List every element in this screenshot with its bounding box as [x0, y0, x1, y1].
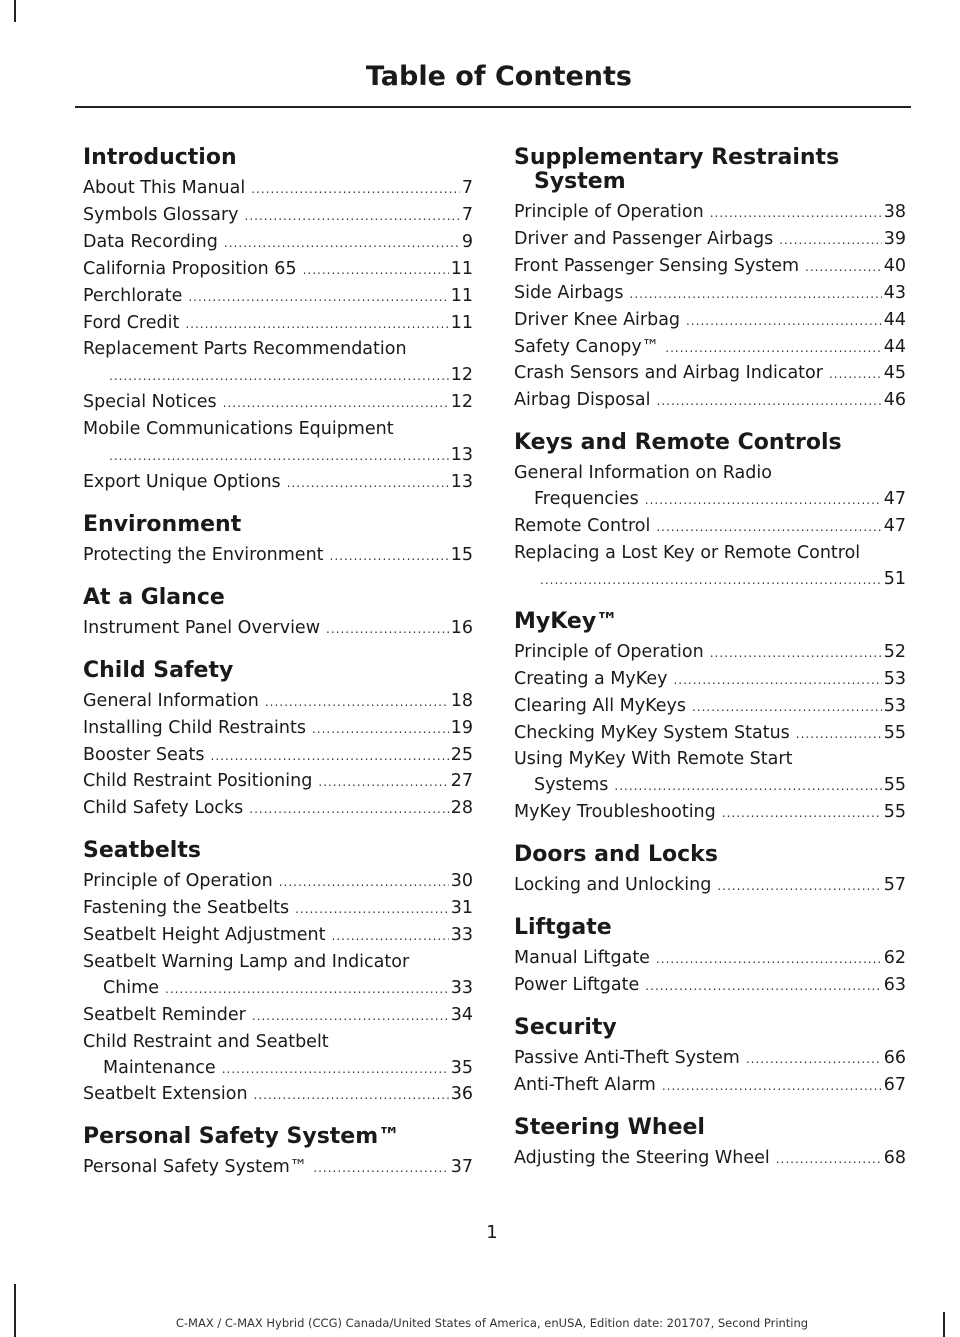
toc-leader-dots: [657, 389, 882, 415]
toc-entry-line: [514, 694, 906, 721]
toc-entry-line: [514, 227, 906, 254]
toc-page-number: 46: [883, 390, 906, 411]
toc-entry-line: [83, 976, 473, 1003]
toc-leader-dots: [326, 617, 449, 643]
toc-page-number: 12: [450, 365, 473, 386]
toc-page-number: 33: [450, 925, 473, 946]
toc-entry-title: General Information: [83, 690, 259, 711]
toc-page-number: 35: [450, 1057, 473, 1078]
toc-page-number: 7: [461, 178, 473, 198]
toc-page-number: 34: [450, 1004, 473, 1025]
toc-page-number: 55: [883, 775, 906, 796]
toc-leader-dots: [662, 1074, 882, 1100]
toc-page-number: 67: [883, 1074, 906, 1095]
toc-entry-title: Special Notices: [83, 392, 217, 413]
toc-entry-line: [83, 896, 473, 923]
toc-entry-title: Child Restraint Positioning: [83, 771, 313, 792]
toc-section-heading: Security: [514, 1014, 617, 1040]
toc-entry-line: [83, 363, 473, 390]
toc-page-number: 33: [450, 977, 473, 998]
toc-entry-title: Anti-Theft Alarm: [514, 1074, 656, 1095]
toc-entry[interactable]: [83, 950, 473, 1003]
toc-entry-line: [514, 254, 906, 281]
toc-entry-title: Symbols Glossary: [83, 204, 239, 225]
toc-entry-title: Systems: [534, 775, 609, 796]
toc-leader-dots: [717, 874, 881, 900]
toc-entry-title: Remote Control: [514, 516, 651, 537]
toc-section: [514, 916, 906, 1000]
toc-entry-title: California Proposition 65: [83, 258, 297, 279]
toc-section-heading: Introduction: [83, 145, 237, 170]
toc-entry-title: Personal Safety System™: [83, 1157, 308, 1178]
toc-entry-line: [83, 743, 473, 770]
toc-page-number: 15: [450, 544, 473, 565]
toc-entry-line: [514, 667, 906, 694]
toc-entry-title: Fastening the Seatbelts: [83, 898, 290, 919]
toc-page-number: 66: [883, 1047, 906, 1068]
toc-leader-dots: [645, 974, 881, 1000]
toc-leader-dots: [223, 391, 449, 417]
toc-entry-line: [514, 281, 906, 308]
toc-entry-title: MyKey Troubleshooting: [514, 802, 716, 823]
toc-page-number: 11: [450, 258, 473, 279]
toc-entry-line: [514, 1146, 906, 1173]
toc-leader-dots: [251, 177, 460, 203]
toc-entry[interactable]: [514, 667, 906, 694]
toc-entry-line: [83, 311, 473, 338]
toc-entry-line: [514, 773, 906, 800]
footer-edition-info: C-MAX / C-MAX Hybrid (CCG) Canada/United States of America, enUSA, Edition date: 201707, Second Printing: [175, 1316, 809, 1330]
toc-entry-line: [514, 388, 906, 415]
toc-leader-dots: [656, 515, 881, 541]
toc-leader-dots: [222, 1057, 449, 1083]
toc-page-number: 45: [883, 363, 906, 384]
toc-page-number: 31: [450, 898, 473, 919]
toc-page-number: 39: [883, 228, 906, 249]
toc-leader-dots: [630, 282, 882, 308]
toc-entry-title: Chime: [103, 977, 159, 998]
toc-entry[interactable]: [514, 1046, 906, 1073]
toc-entry-title: Side Airbags: [514, 282, 624, 303]
toc-section: [83, 146, 473, 497]
toc-page-number: 18: [450, 690, 473, 711]
toc-leader-dots: [109, 444, 449, 470]
toc-entry-line: [83, 203, 473, 230]
toc-entry-line: [83, 390, 473, 417]
toc-entry-title: Perchlorate: [83, 285, 183, 306]
toc-entry-line: [514, 640, 906, 667]
toc-entry-title: Clearing All MyKeys: [514, 695, 686, 716]
toc-entry-line: [83, 689, 473, 716]
toc-entry-title: Frequencies: [534, 489, 639, 510]
toc-section-heading: Doors and Locks: [514, 842, 718, 868]
toc-entry-title: Front Passenger Sensing System: [514, 255, 800, 276]
toc-entry-line: [83, 470, 473, 497]
toc-entry-title: Seatbelt Extension: [83, 1084, 248, 1105]
toc-section-heading: Liftgate: [514, 915, 612, 941]
toc-section: [514, 610, 906, 827]
toc-leader-dots: [303, 258, 449, 284]
toc-page-number: 38: [883, 202, 906, 222]
toc-page-number: 63: [883, 974, 906, 995]
toc-entry-title: Adjusting the Steering Wheel: [514, 1147, 770, 1168]
toc-section-heading: Keys and Remote Controls: [514, 430, 842, 456]
toc-page-number: 55: [883, 722, 906, 743]
toc-entry-line: [83, 769, 473, 796]
toc-entry-title: Safety Canopy™: [514, 336, 660, 357]
toc-entry[interactable]: [83, 1155, 473, 1182]
toc-entry-title: Locking and Unlocking: [514, 875, 712, 896]
toc-entry-title: About This Manual: [83, 178, 246, 198]
toc-entry[interactable]: [83, 896, 473, 923]
toc-entry-line: [514, 200, 906, 227]
toc-entry[interactable]: [514, 281, 906, 308]
toc-page-number: 13: [450, 445, 473, 466]
toc-entry-line: [514, 361, 906, 388]
toc-entry-line: [83, 230, 473, 257]
toc-entry-line: [514, 1073, 906, 1100]
toc-page-number: 43: [883, 282, 906, 303]
toc-leader-dots: [224, 231, 460, 257]
toc-entry-title: Seatbelt Warning Lamp and Indicator: [83, 951, 410, 972]
toc-entry[interactable]: [514, 694, 906, 721]
toc-entry[interactable]: [514, 254, 906, 281]
toc-section: [514, 1116, 906, 1173]
toc-entry[interactable]: [83, 390, 473, 417]
toc-leader-dots: [796, 722, 882, 748]
toc-page-number: 47: [883, 489, 906, 510]
page-number: 1: [486, 1222, 498, 1243]
toc-page-number: 25: [450, 744, 473, 765]
toc-entry-line: [83, 1155, 473, 1182]
toc-page-number: 28: [450, 798, 473, 819]
toc-leader-dots: [318, 770, 448, 796]
toc-entry-line: [83, 176, 473, 203]
toc-leader-dots: [295, 897, 449, 923]
toc-entry[interactable]: [83, 869, 473, 896]
toc-entry-title: Data Recording: [83, 231, 218, 252]
toc-section-heading: Steering Wheel: [514, 1114, 705, 1140]
toc-entry[interactable]: [514, 461, 906, 514]
toc-page-number: 40: [883, 255, 906, 276]
toc-entry-title: Principle of Operation: [514, 202, 704, 222]
toc-entry-line: [83, 796, 473, 823]
toc-page-number: 44: [883, 336, 906, 357]
toc-leader-dots: [614, 774, 881, 800]
toc-entry-title: Seatbelt Reminder: [83, 1004, 246, 1025]
toc-leader-dots: [254, 1083, 449, 1109]
toc-page-number: 36: [450, 1084, 473, 1105]
toc-leader-dots: [722, 801, 882, 827]
toc-entry-title: Mobile Communications Equipment: [83, 419, 394, 440]
toc-entry[interactable]: [83, 543, 473, 570]
toc-entry-line: [514, 800, 906, 827]
toc-entry-line: [514, 946, 906, 973]
toc-entry-line: [83, 1003, 473, 1030]
toc-entry[interactable]: [514, 227, 906, 254]
toc-entry-title: Driver Knee Airbag: [514, 309, 681, 330]
toc-leader-dots: [829, 362, 882, 388]
toc-entry-line: [514, 973, 906, 1000]
toc-section: [83, 1125, 473, 1182]
toc-leader-dots: [313, 1156, 448, 1182]
toc-entry[interactable]: [83, 616, 473, 643]
toc-entry[interactable]: [83, 203, 473, 230]
toc-entry[interactable]: [83, 337, 473, 390]
toc-right-column: [514, 146, 906, 1189]
toc-entry[interactable]: [514, 1073, 906, 1100]
toc-entry-title: Checking MyKey System Status: [514, 722, 790, 743]
toc-entry[interactable]: [514, 308, 906, 335]
toc-section: [83, 513, 473, 570]
page-title: Table of Contents: [365, 61, 632, 92]
toc-entry-line: [83, 923, 473, 950]
toc-entry-title: General Information on Radio: [514, 463, 772, 484]
toc-entry-line: [514, 335, 906, 362]
toc-entry-line: [514, 721, 906, 748]
toc-leader-dots: [673, 668, 881, 694]
toc-entry-line: [514, 487, 906, 514]
toc-entry[interactable]: [83, 311, 473, 338]
toc-entry[interactable]: [514, 200, 906, 227]
toc-entry-title: Principle of Operation: [83, 871, 273, 892]
toc-section: [514, 431, 906, 594]
toc-entry[interactable]: [83, 716, 473, 743]
toc-entry-title: Replacement Parts Recommendation: [83, 339, 407, 360]
toc-entry-line: [83, 257, 473, 284]
toc-leader-dots: [312, 717, 449, 743]
toc-page-number: 57: [883, 875, 906, 896]
toc-entry[interactable]: [514, 747, 906, 800]
toc-page-number: 53: [883, 695, 906, 716]
toc-leader-dots: [776, 1147, 882, 1173]
toc-leader-dots: [211, 744, 449, 770]
toc-page-number: 11: [450, 312, 473, 333]
toc-leader-dots: [692, 695, 882, 721]
toc-page-number: 9: [461, 231, 473, 252]
toc-entry-title: Replacing a Lost Key or Remote Control: [514, 542, 861, 563]
toc-section-heading: Seatbelts: [83, 838, 201, 864]
toc-section-heading: Supplementary Restraints System: [514, 145, 840, 194]
toc-entry[interactable]: [514, 973, 906, 1000]
toc-page-number: 7: [461, 204, 473, 225]
toc-entry[interactable]: [83, 230, 473, 257]
toc-entry[interactable]: [83, 689, 473, 716]
toc-entry[interactable]: [83, 923, 473, 950]
toc-entry[interactable]: [514, 946, 906, 973]
toc-entry[interactable]: [83, 796, 473, 823]
toc-page-number: 52: [883, 641, 906, 662]
toc-leader-dots: [710, 201, 882, 227]
toc-page-number: 51: [883, 568, 906, 589]
toc-entry-title: Ford Credit: [83, 312, 180, 333]
toc-entry-line: [83, 443, 473, 470]
header-rule: [75, 106, 911, 108]
toc-entry[interactable]: [83, 743, 473, 770]
toc-section-heading: At a Glance: [83, 584, 225, 610]
toc-leader-dots: [165, 977, 449, 1003]
toc-section: [514, 1016, 906, 1100]
toc-left-column: [83, 146, 473, 1198]
toc-leader-dots: [656, 947, 882, 973]
toc-entry[interactable]: [514, 800, 906, 827]
crop-mark-top-left: [14, 0, 16, 22]
toc-section-heading: Environment: [83, 511, 242, 537]
toc-page-number: 19: [450, 717, 473, 738]
toc-entry-title: Instrument Panel Overview: [83, 617, 321, 638]
toc-leader-dots: [332, 924, 449, 950]
toc-section-heading: Personal Safety System™: [83, 1124, 401, 1150]
toc-entry[interactable]: [514, 640, 906, 667]
toc-entry-line: [83, 869, 473, 896]
toc-leader-dots: [249, 797, 448, 823]
toc-section: [83, 839, 473, 1109]
toc-entry-line: [514, 567, 906, 594]
toc-page-number: 30: [450, 871, 473, 892]
toc-entry[interactable]: [83, 417, 473, 470]
toc-leader-dots: [188, 285, 448, 311]
toc-entry[interactable]: [514, 541, 906, 594]
toc-entry-line: [514, 308, 906, 335]
toc-page-number: 53: [883, 668, 906, 689]
toc-entry-line: [83, 1082, 473, 1109]
toc-entry-title: Booster Seats: [83, 744, 205, 765]
toc-leader-dots: [779, 228, 882, 254]
toc-entry[interactable]: [514, 1146, 906, 1173]
toc-leader-dots: [330, 544, 449, 570]
toc-page-number: 55: [883, 802, 906, 823]
toc-page-number: 68: [883, 1147, 906, 1168]
toc-page-number: 47: [883, 516, 906, 537]
toc-entry-line: [83, 1056, 473, 1083]
toc-page-number: 37: [450, 1157, 473, 1178]
toc-entry-title: Child Safety Locks: [83, 798, 244, 819]
toc-entry[interactable]: [514, 514, 906, 541]
toc-entry[interactable]: [83, 284, 473, 311]
toc-entry[interactable]: [514, 721, 906, 748]
toc-section: [83, 586, 473, 643]
toc-entry-title: Passive Anti-Theft System: [514, 1047, 740, 1068]
toc-section: [514, 146, 906, 415]
toc-entry[interactable]: [83, 1082, 473, 1109]
toc-entry-line: [83, 284, 473, 311]
toc-entry[interactable]: [514, 335, 906, 362]
toc-page-number: 16: [450, 617, 473, 638]
toc-entry[interactable]: [83, 769, 473, 796]
toc-page-number: 44: [883, 309, 906, 330]
toc-entry-line: [83, 716, 473, 743]
toc-leader-dots: [265, 690, 449, 716]
toc-entry-title: Child Restraint and Seatbelt: [83, 1031, 329, 1052]
toc-section-heading: MyKey™: [514, 608, 619, 634]
toc-entry-title: Protecting the Environment: [83, 544, 324, 565]
toc-leader-dots: [252, 1004, 449, 1030]
toc-entry[interactable]: [514, 361, 906, 388]
toc-page-number: 11: [450, 285, 473, 306]
toc-page-number: 27: [450, 771, 473, 792]
toc-entry-title: Export Unique Options: [83, 471, 281, 492]
toc-entry-title: Using MyKey With Remote Start: [514, 749, 793, 770]
toc-leader-dots: [287, 471, 449, 497]
toc-entry-title: Installing Child Restraints: [83, 717, 306, 738]
toc-entry[interactable]: [83, 470, 473, 497]
toc-leader-dots: [805, 255, 882, 281]
toc-entry-line: [514, 873, 906, 900]
toc-entry[interactable]: [514, 388, 906, 415]
toc-entry-title: Seatbelt Height Adjustment: [83, 925, 326, 946]
toc-page-number: 13: [450, 471, 473, 492]
toc-leader-dots: [540, 568, 882, 594]
toc-entry-line: [83, 616, 473, 643]
toc-section: [514, 843, 906, 900]
toc-entry-title: Driver and Passenger Airbags: [514, 228, 774, 249]
toc-entry-title: Airbag Disposal: [514, 390, 651, 411]
toc-section: [83, 659, 473, 824]
toc-leader-dots: [279, 870, 449, 896]
toc-leader-dots: [710, 641, 882, 667]
toc-entry-title: Crash Sensors and Airbag Indicator: [514, 363, 823, 384]
toc-leader-dots: [645, 488, 882, 514]
toc-entry[interactable]: [83, 176, 473, 203]
toc-entry-line: [514, 514, 906, 541]
toc-entry-line: [83, 543, 473, 570]
toc-section-heading: Child Safety: [83, 657, 234, 683]
toc-entry-title: Maintenance: [103, 1057, 216, 1078]
toc-entry-title: Creating a MyKey: [514, 668, 668, 689]
toc-entry[interactable]: [83, 257, 473, 284]
toc-entry-title: Power Liftgate: [514, 974, 640, 995]
toc-entry-title: Principle of Operation: [514, 641, 704, 662]
toc-leader-dots: [185, 312, 448, 338]
toc-leader-dots: [245, 204, 460, 230]
toc-leader-dots: [686, 309, 882, 335]
toc-page-number: 62: [883, 948, 906, 969]
toc-entry[interactable]: [83, 1030, 473, 1083]
toc-entry[interactable]: [83, 1003, 473, 1030]
toc-leader-dots: [746, 1047, 882, 1073]
toc-leader-dots: [665, 336, 881, 362]
toc-leader-dots: [109, 364, 449, 390]
toc-entry-title: Manual Liftgate: [514, 948, 650, 969]
toc-page-number: 12: [450, 392, 473, 413]
toc-entry-line: [514, 1046, 906, 1073]
toc-entry[interactable]: [514, 873, 906, 900]
